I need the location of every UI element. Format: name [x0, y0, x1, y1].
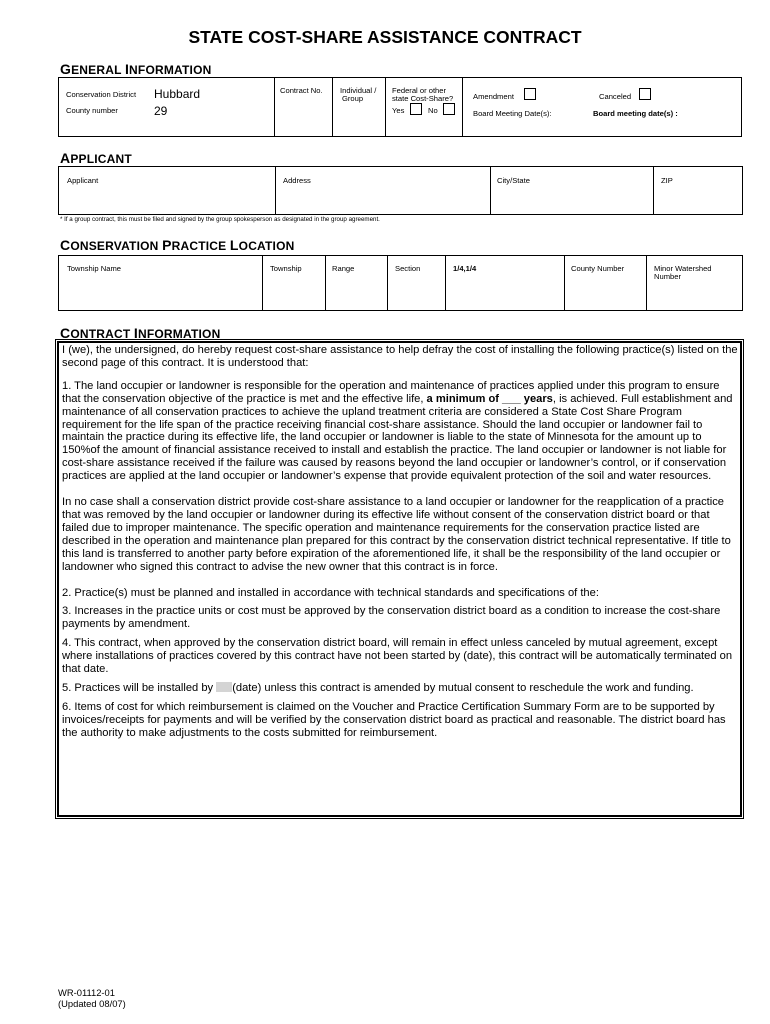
federal-cost-share-label: Federal or other state Cost-Share? — [392, 86, 454, 104]
section-heading-location: CONSERVATION PRACTICE LOCATION — [60, 237, 295, 253]
form-footer — [58, 987, 126, 1009]
quarter-quarter-label: 1/4,1/4 — [453, 264, 477, 273]
board-meeting-date-label: Board meeting date(s) : — [593, 109, 678, 118]
applicant-label: Applicant — [67, 176, 99, 185]
zip-label: ZIP — [661, 176, 673, 185]
yes-checkbox[interactable] — [410, 103, 422, 115]
contract-term-no-case: In no case shall a conservation district provide cost-share assistance to a land occupier or landowner for the reapplication of a practice that was removed by the land occupier or landowner during its effective life without consent of the conservation district board or that failed due to improper maintenance. The specific operation and maintenance requirements for the conservation practice listed are described in the operation and maintenance plan prepared for this contract by the conservation district technical representative. If title to this land is transferred to another party before expiration of the aforementioned life, it shall be the responsibility of the land occupier or landowner who signed this contract to advise the new owner that this contract is in force. — [62, 496, 731, 573]
conservation-district-value[interactable]: Hubbard — [154, 87, 201, 101]
contract-term-1: 1. The land occupier or landowner is responsible for the operation and maintenance of practices applied under this program to ensure that the conservation objective of the practice is met and the effective life, a minimum of ___ years, is achieved. Full establishment and maintenance of all conservation practices to achieve the upland treatment criteria are considered a State Cost Share Program requirement for the life span of the practice receiving financial cost-share assistance. Should the land occupier or landowner fail to maintain the practice during its effective life, the land occupier or landowner is liable to the state of Minnesota for the amount up to 150%of the amount of financial assistance received to install and establish the practice. The land occupier or landowner is not liable for cost-share assistance received if the failure was caused by reasons beyond the land occupier or landowner’s control, or if conservation practices are applied at the land occupier or landowner’s expense that provide equivalent protection of the soil and water resources. — [62, 379, 733, 483]
no-label: No — [428, 106, 438, 115]
county-number-value[interactable]: 29 — [154, 104, 168, 118]
county-number-label: County number — [66, 106, 118, 115]
canceled-checkbox[interactable] — [639, 88, 651, 100]
contract-term-2: 2. Practice(s) must be planned and installed in accordance with technical standards and specifications of the: — [62, 586, 599, 599]
form-number: WR-01112-01 — [58, 987, 115, 998]
county-number-location-label: County Number — [571, 264, 625, 273]
contract-terms-box — [57, 341, 742, 817]
installation-date-field[interactable] — [216, 682, 232, 692]
range-label: Range — [332, 264, 355, 273]
amendment-label: Amendment — [473, 92, 514, 101]
canceled-label: Canceled — [599, 92, 632, 101]
location-box — [58, 255, 743, 311]
address-label: Address — [283, 176, 311, 185]
applicant-box — [58, 166, 743, 215]
contract-term-6: 6. Items of cost for which reimbursement is claimed on the Voucher and Practice Certification Summary Form are to be supported by invoices/receipts for payments and will be verified by the conservation district board as practical and reasonable. The district board has the authority to make adjustments to the costs submitted for reimbursement. — [62, 700, 726, 739]
group-contract-note: * If a group contract, this must be filed and signed by the group spokesperson as designated in the group agreement. — [60, 216, 380, 223]
board-meeting-label: Board Meeting Date(s): — [473, 109, 552, 118]
section-heading-contract: CONTRACT INFORMATION — [60, 325, 221, 341]
township-name-label: Township Name — [67, 264, 122, 273]
conservation-district-label: Conservation District — [66, 90, 137, 99]
township-label: Township — [270, 264, 302, 273]
contract-term-4: 4. This contract, when approved by the conservation district board, will remain in effect unless canceled by mutual agreement, except where installations of practices covered by this contract have not been started by (date), this contract will be automatically terminated on that date. — [62, 637, 733, 676]
contract-no-label: Contract No. — [280, 86, 323, 95]
yes-label: Yes — [392, 106, 405, 115]
section-label: Section — [395, 264, 421, 273]
contract-term-3: 3. Increases in the practice units or cost must be approved by the conservation district board as a condition to increase the cost-share payments by amendment. — [62, 605, 721, 631]
contract-term-5: 5. Practices will be installed by (date) unless this contract is amended by mutual consent to reschedule the work and funding. — [62, 681, 694, 694]
general-info-box — [58, 77, 742, 137]
amendment-checkbox[interactable] — [524, 88, 536, 100]
section-heading-applicant: APPLICANT — [60, 150, 132, 166]
contract-intro: I (we), the undersigned, do hereby request cost-share assistance to help defray the cost of installing the following practice(s) listed on the second page of this contract. It is understood that: — [62, 344, 738, 369]
city-state-label: City/State — [497, 176, 530, 185]
no-checkbox[interactable] — [443, 103, 455, 115]
section-heading-general: GENERAL INFORMATION — [60, 61, 212, 77]
individual-group-label: Individual / Group — [340, 86, 377, 104]
page-title: STATE COST-SHARE ASSISTANCE CONTRACT — [188, 27, 582, 47]
form-updated-date: (Updated 08/07) — [58, 998, 126, 1009]
minor-watershed-label: Minor Watershed Number — [654, 264, 712, 282]
